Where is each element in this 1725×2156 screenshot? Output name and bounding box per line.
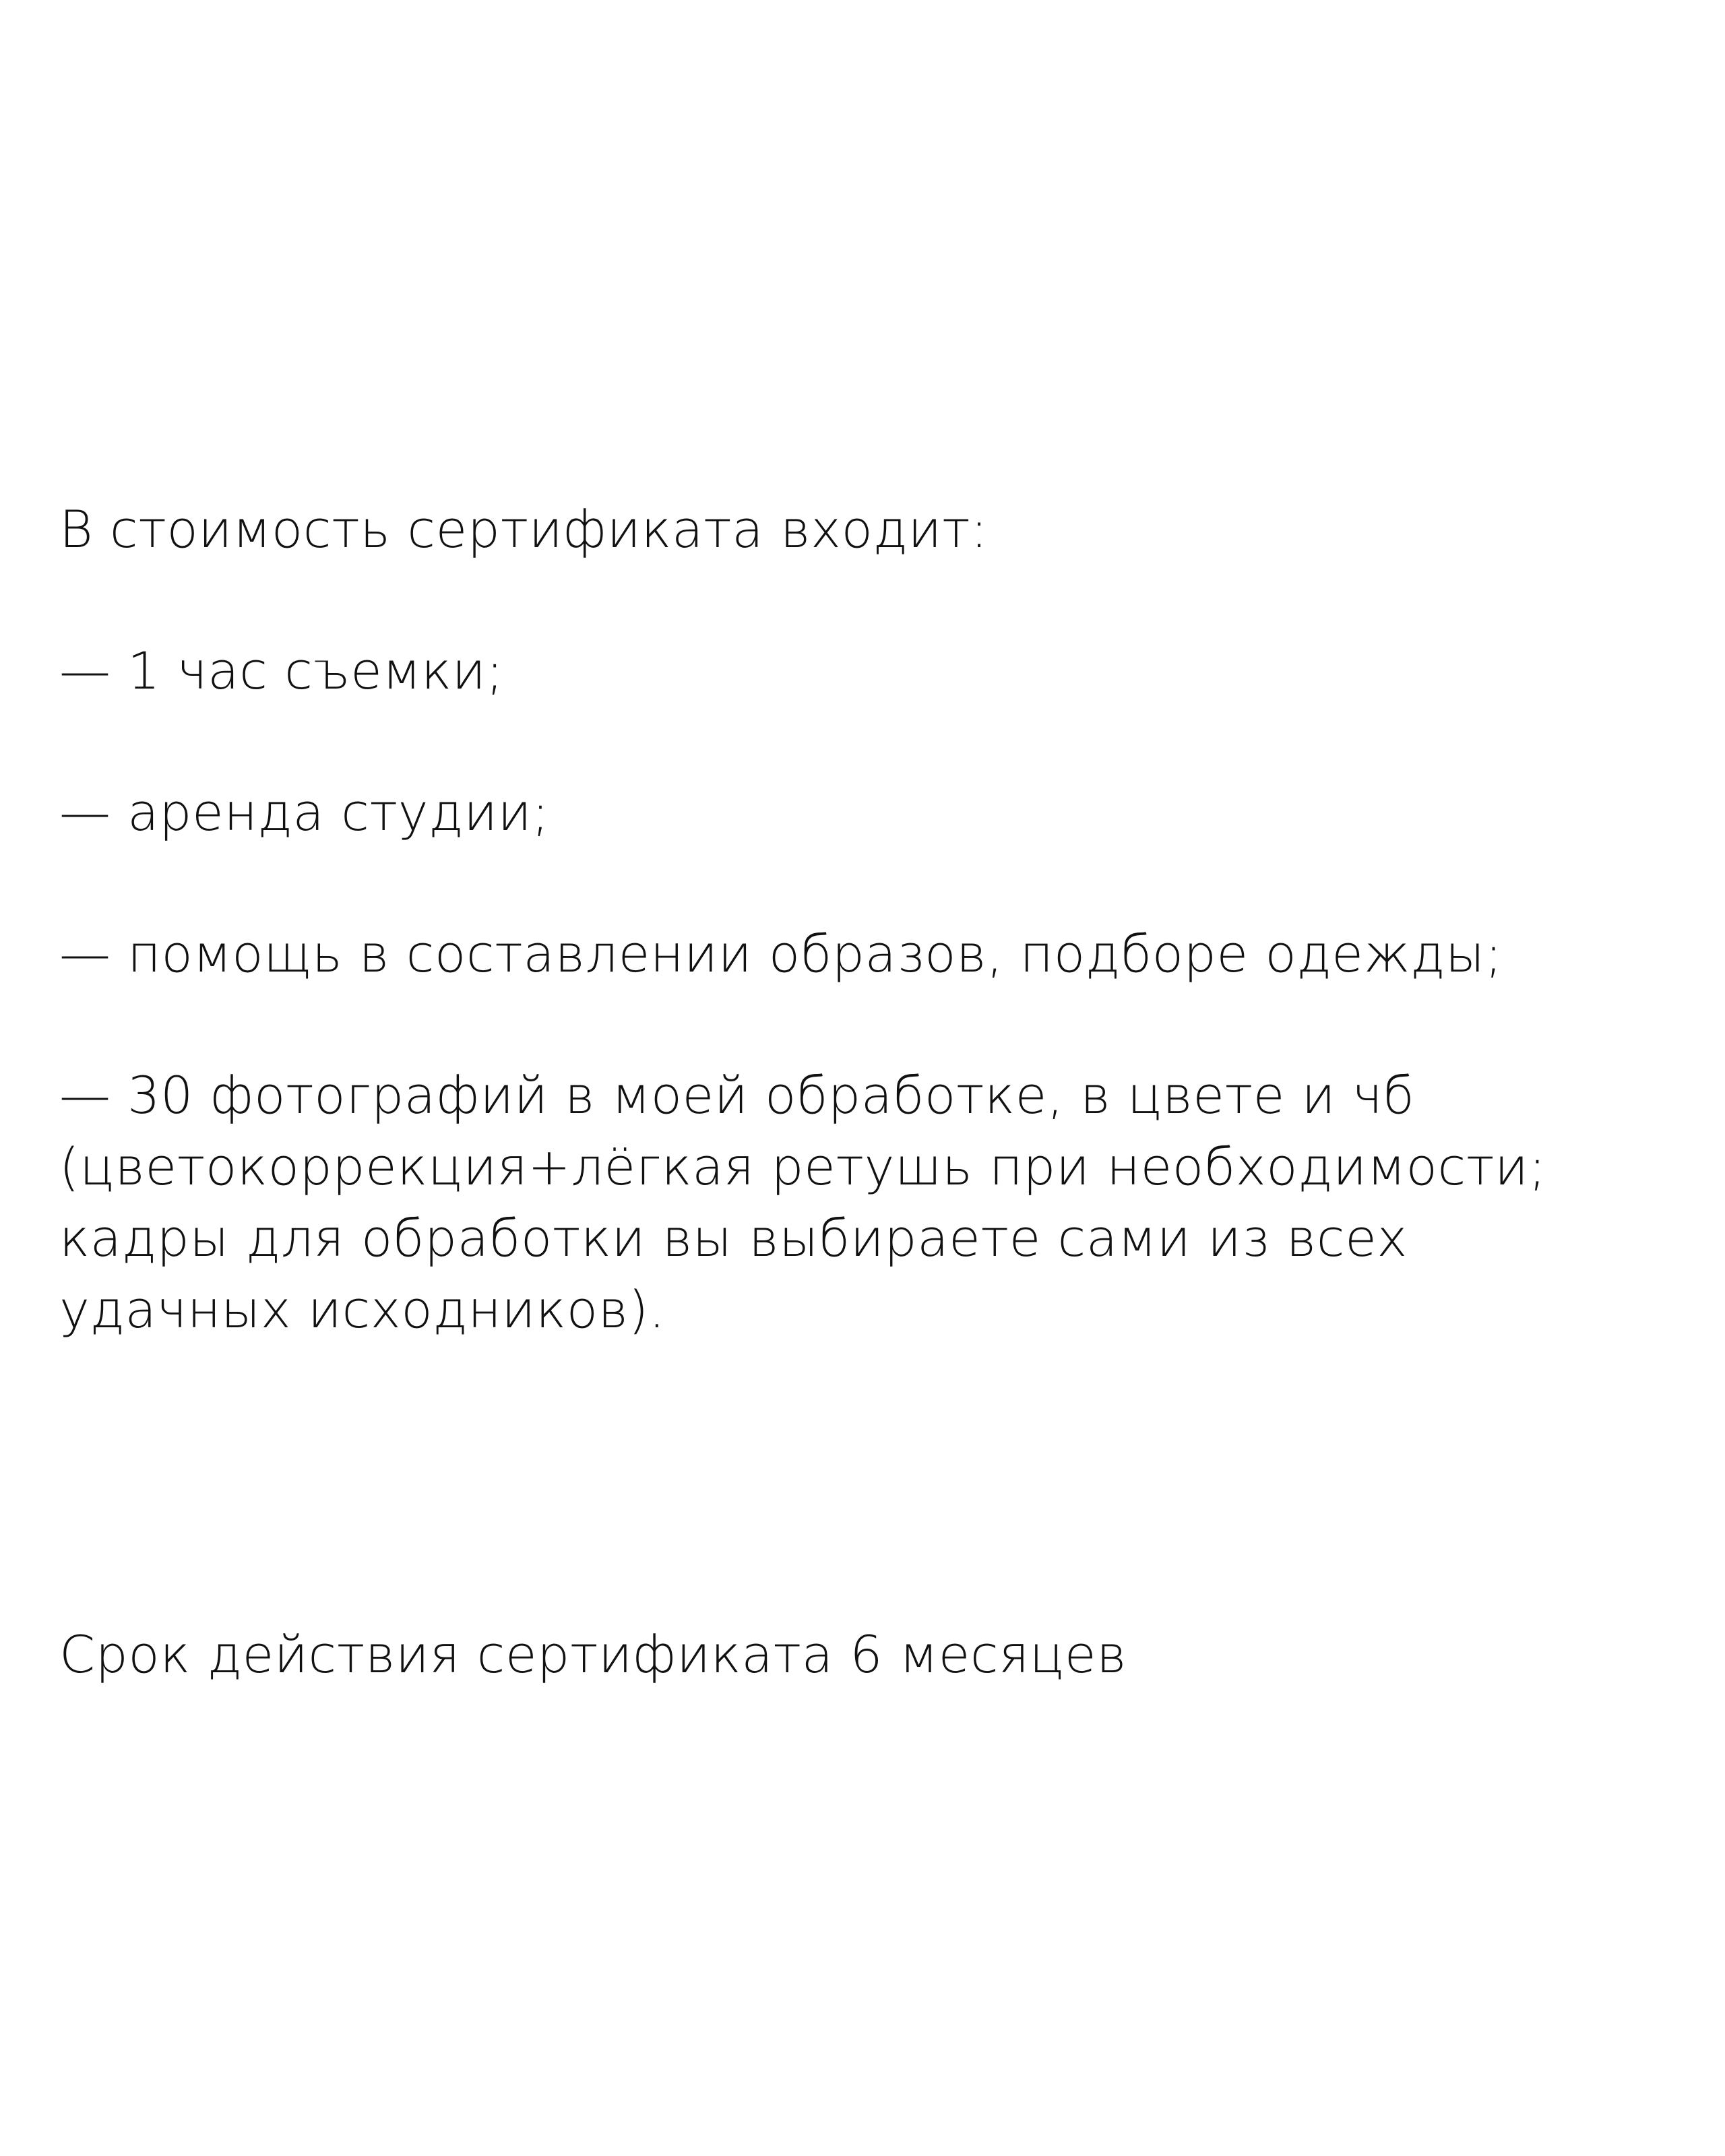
included-item-shooting-hour: — 1 час съемки; [59,641,504,701]
included-item-studio-rental: — аренда студии; [59,782,550,842]
included-item-styling-help: — помощь в составлении образов, подборе одежды; [59,924,1503,984]
included-heading: В стоимость сертификата входит: [59,499,989,559]
included-item-photos-line-2: (цветокоррекция+лёгкая ретушь при необходимости; [59,1137,1546,1197]
included-item-photos-line-4: удачных исходников). [59,1279,666,1339]
included-item-photos-line-1: — 30 фотографий в моей обработке, в цвете и чб [59,1065,1415,1125]
validity-note: Срок действия сертификата 6 месяцев [59,1624,1127,1684]
included-item-photos-line-3: кадры для обработки вы выбираете сами из всех [59,1208,1408,1268]
